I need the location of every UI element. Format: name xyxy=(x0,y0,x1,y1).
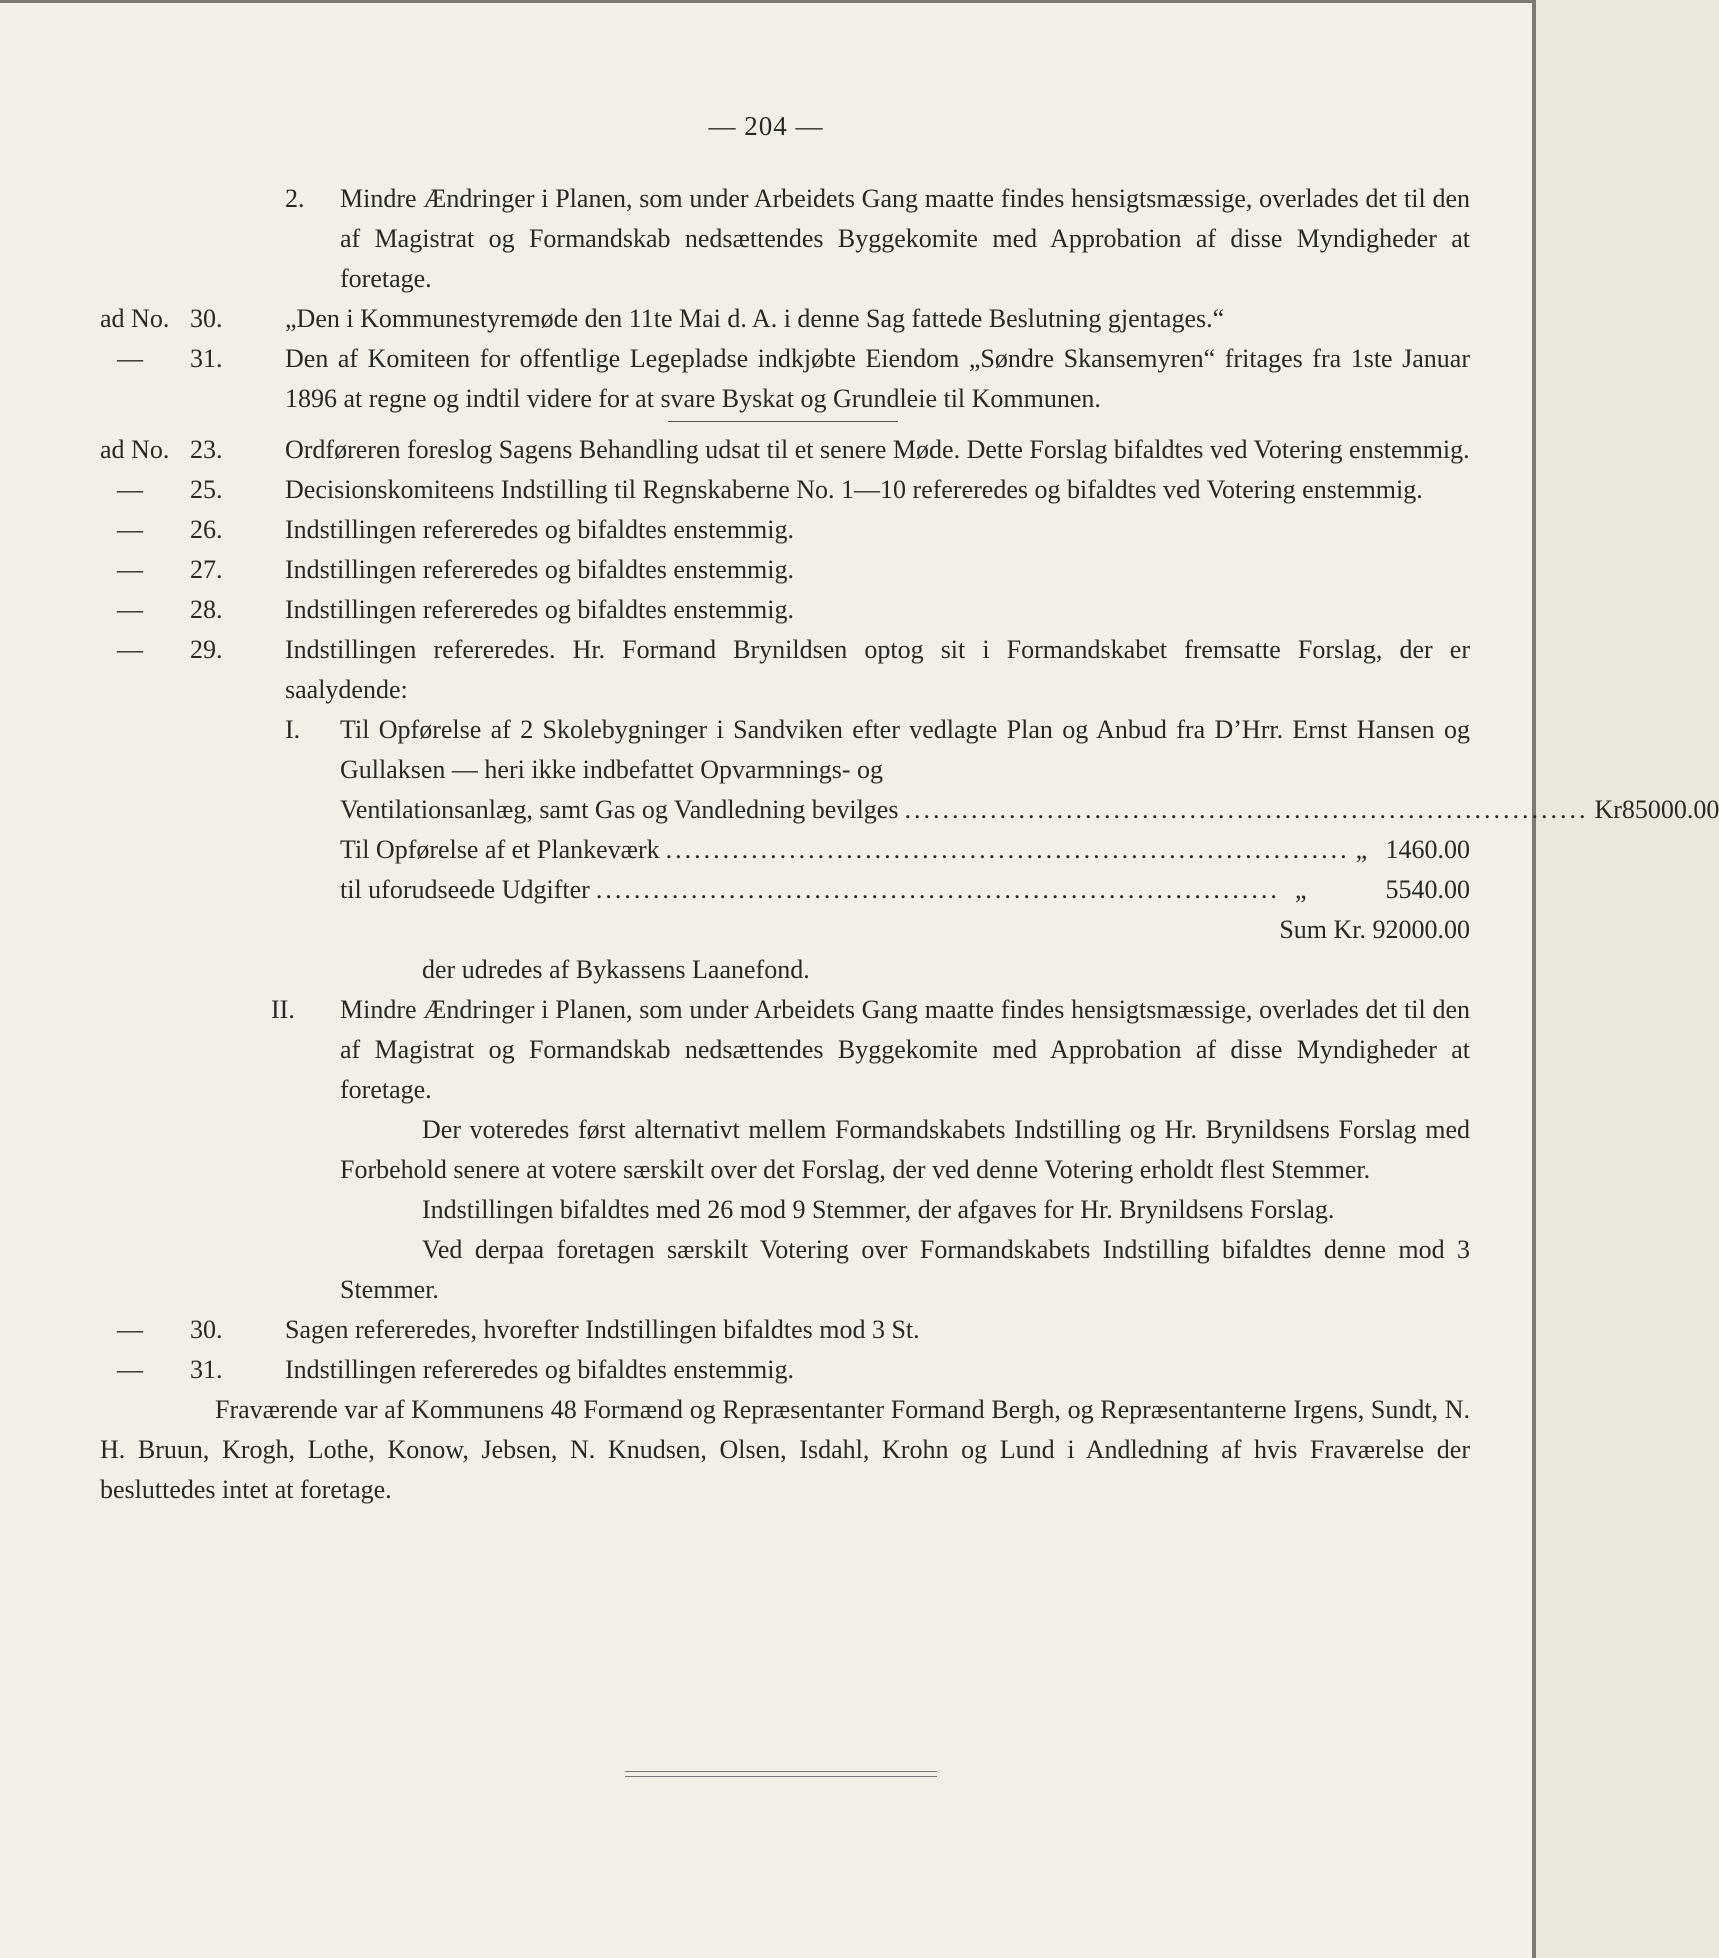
entry-text: Indstillingen refereredes og bifaldtes enstemmig. xyxy=(285,595,795,624)
resolution-entry xyxy=(100,1350,1470,1390)
entry-number: 27. xyxy=(190,555,223,584)
page-number: — 204 — xyxy=(708,111,824,141)
budget-currency: „ xyxy=(1295,875,1307,904)
funding-note: der udredes af Bykassens Laanefond. xyxy=(422,955,810,984)
budget-amount: 85000.00 xyxy=(1621,795,1719,824)
end-rule xyxy=(625,1771,937,1777)
entry-prefix: — xyxy=(117,635,143,664)
entry-text: Indstillingen refereredes og bifaldtes enstemmig. xyxy=(285,1355,795,1384)
budget-sum: Sum Kr. 92000.00 xyxy=(1279,915,1470,944)
entry-number: 29. xyxy=(190,635,223,664)
vote-paragraph: Indstillingen bifaldtes med 26 mod 9 Stemmer, der afgaves for Hr. Brynildsens Forslag. xyxy=(422,1195,1335,1224)
leader-dots: ........................................................................ xyxy=(665,835,1350,864)
document-body xyxy=(100,179,1719,1510)
leader-dots: ........................................................................ xyxy=(595,875,1280,904)
entry-prefix: — xyxy=(117,595,143,624)
vote-paragraph: Der voteredes først alternativt mellem Formandskabets Indstilling og Hr. Brynildsens Forslag med Forbehold senere at votere særskilt over det Forslag, der ved denne Votering erholdt flest Stemmer. xyxy=(340,1115,1470,1184)
absence-note: Fraværende var af Kommunens 48 Formænd og Repræsentanter Formand Bergh, og Repræsentanterne Irgens, Sundt, N. H. Bruun, Krogh, Lothe, Konow, Jebsen, N. Knudsen, Olsen, Isdahl, Krohn og Lund i Andledning af hvis Fraværelse der besluttedes intet at foretage. xyxy=(100,1395,1470,1504)
roman-numeral: I. xyxy=(285,715,301,744)
entry-text: Sagen refereredes, hvorefter Indstillingen bifaldtes mod 3 St. xyxy=(285,1315,920,1344)
entry-prefix: — xyxy=(117,555,143,584)
budget-currency: „ xyxy=(1355,835,1368,864)
budget-label: Ventilationsanlæg, samt Gas og Vandledning bevilges xyxy=(340,795,899,824)
resolution-entry xyxy=(100,510,1470,550)
budget-line xyxy=(340,870,1470,910)
entry-text: Indstillingen refereredes og bifaldtes enstemmig. xyxy=(285,555,795,584)
entry-number: 26. xyxy=(190,515,223,544)
proposal-text: Til Opførelse af 2 Skolebygninger i Sandviken efter vedlagte Plan og Anbud fra D’Hrr. Ernst Hansen og Gullaksen — heri ikke indbefattet Opvarmnings- og xyxy=(340,715,1470,784)
resolution-entry xyxy=(100,299,1470,339)
proposal-item-1 xyxy=(285,710,1719,990)
prev-item xyxy=(100,179,1470,299)
entry-number: 31. xyxy=(190,1355,223,1384)
entry-prefix: ad No. xyxy=(100,304,170,333)
budget-amount: 1460.00 xyxy=(1385,835,1470,864)
entry-text: Den af Komiteen for offentlige Legepladse indkjøbte Eiendom „Søndre Skansemyren“ fritages fra 1ste Januar 1896 at regne og indtil videre for at svare Byskat og Grundleie til Kommunen. xyxy=(285,344,1470,413)
entry-prefix: ad No. xyxy=(100,435,170,464)
entry-prefix: — xyxy=(117,475,143,504)
resolution-entry xyxy=(100,470,1470,510)
resolution-entry xyxy=(100,1310,1470,1350)
entry-prefix: — xyxy=(117,1355,143,1384)
entry-text: Ordføreren foreslog Sagens Behandling udsat til et senere Møde. Dette Forslag bifaldtes ved Votering enstemmig. xyxy=(285,435,1470,464)
resolution-entry xyxy=(100,430,1470,470)
entry-number: 25. xyxy=(190,475,223,504)
entry-text: Indstillingen refereredes. Hr. Formand Brynildsen optog sit i Formandskabet fremsatte Forslag, der er saalydende: xyxy=(285,635,1470,704)
vote-paragraph: Ved derpaa foretagen særskilt Votering over Formandskabets Indstilling bifaldtes denne mod 3 Stemmer. xyxy=(340,1235,1470,1304)
entry-text: Decisionskomiteens Indstilling til Regnskaberne No. 1—10 refereredes og bifaldtes ved Votering enstemmig. xyxy=(285,475,1423,504)
entry-number: 30. xyxy=(190,304,223,333)
resolution-entry xyxy=(100,550,1470,590)
budget-label: Til Opførelse af et Plankeværk xyxy=(340,835,660,864)
section-divider xyxy=(668,421,898,422)
proposal-item-2 xyxy=(271,990,1470,1310)
leader-dots: ........................................................................ xyxy=(904,795,1589,824)
resolution-entry xyxy=(100,590,1470,630)
prev-item-number: 2. xyxy=(285,184,305,213)
entry-number: 30. xyxy=(190,1315,223,1344)
entry-number: 28. xyxy=(190,595,223,624)
budget-line xyxy=(340,830,1470,870)
resolution-entry xyxy=(100,339,1470,419)
entry-number: 31. xyxy=(190,344,223,373)
proposal-text: Mindre Ændringer i Planen, som under Arbeidets Gang maatte findes hensigtsmæssige, overlades det til den af Magistrat og Formandskab nedsættendes Byggekomite med Approbation af disse Myndigheder at foretage. xyxy=(340,995,1470,1104)
budget-currency: Kr xyxy=(1594,795,1622,824)
entry-text: Indstillingen refereredes og bifaldtes enstemmig. xyxy=(285,515,795,544)
entry-prefix: — xyxy=(117,1315,143,1344)
entry-number: 23. xyxy=(190,435,223,464)
budget-amount: 5540.00 xyxy=(1385,875,1470,904)
entry-text: „Den i Kommunestyremøde den 11te Mai d. A. i denne Sag fattede Beslutning gjentages.“ xyxy=(285,304,1225,333)
entry-prefix: — xyxy=(117,515,143,544)
prev-item-text: Mindre Ændringer i Planen, som under Arbeidets Gang maatte findes hensigtsmæssige, overlades det til den af Magistrat og Formandskab nedsættendes Byggekomite med Approbation af disse Myndigheder at foretage. xyxy=(340,184,1470,293)
roman-numeral: II. xyxy=(271,995,295,1024)
entry-prefix: — xyxy=(117,344,143,373)
budget-line xyxy=(340,790,1719,830)
resolution-entry-29 xyxy=(100,630,1719,1310)
budget-label: til uforudseede Udgifter xyxy=(340,875,590,904)
